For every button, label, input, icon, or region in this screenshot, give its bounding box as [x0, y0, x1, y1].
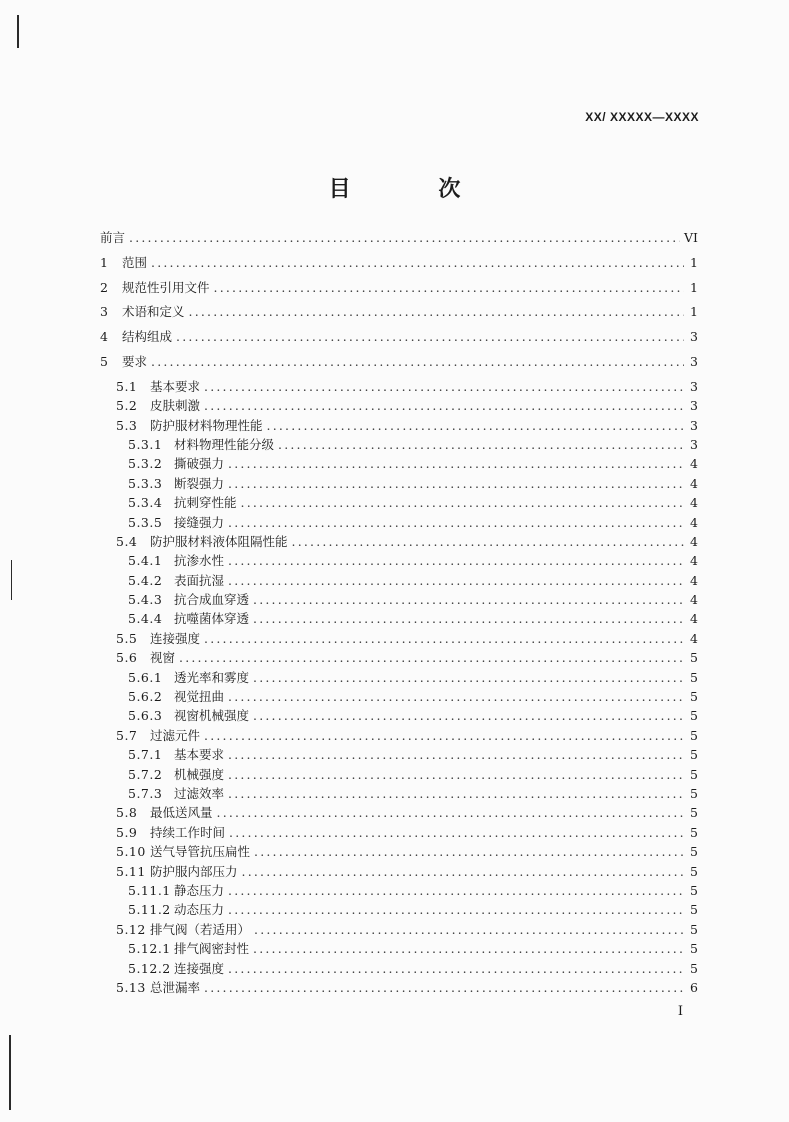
toc-entry-label: 动态压力: [174, 902, 225, 918]
toc-entry-number: 5.4.3: [128, 592, 163, 608]
toc-entry[interactable]: [100, 228, 698, 253]
toc-entry-label: 撕破强力: [174, 456, 225, 472]
toc-leader-dots: [253, 611, 684, 626]
toc-entry-number: 5.6: [116, 650, 138, 666]
toc-entry-number: 5.3.3: [128, 475, 163, 491]
scan-mark-bottom: [9, 1035, 11, 1110]
scan-mark-middle: [11, 560, 12, 600]
toc-leader-dots: [228, 476, 684, 491]
toc-entry-page: 5: [690, 805, 698, 821]
toc-entry-page: 3: [690, 436, 698, 452]
toc-entry[interactable]: [100, 302, 698, 327]
toc-leader-dots: [151, 354, 684, 369]
toc-leader-dots: [253, 592, 684, 607]
toc-entry-label: 抗渗水性: [174, 553, 225, 569]
toc-entry-label: 视觉扭曲: [174, 689, 225, 705]
toc-entry-number: 5.7.3: [128, 785, 163, 801]
toc-entry-number: 5.11: [116, 863, 146, 879]
toc-entry-number: 5.3: [116, 417, 138, 433]
toc-entry-page: 1: [690, 304, 698, 320]
toc-entry-page: 5: [690, 766, 698, 782]
toc-entry-label: 持续工作时间: [150, 824, 226, 840]
toc-entry-label: 视窗: [150, 650, 176, 666]
toc-entry-label: 防护服材料物理性能: [150, 417, 263, 433]
toc-entry-label: 前言: [100, 230, 126, 245]
toc-entry-page: 5: [690, 650, 698, 666]
toc-entry[interactable]: [100, 454, 698, 473]
toc-entry[interactable]: [100, 706, 698, 725]
toc-leader-dots: [228, 747, 684, 762]
toc-leader-dots: [267, 418, 684, 433]
toc-entry-page: 4: [690, 533, 698, 549]
toc-entry[interactable]: [100, 532, 698, 551]
toc-entry-number: 5.7: [116, 727, 138, 743]
toc-leader-dots: [151, 255, 684, 270]
toc-entry-label: 防护服内部压力: [150, 863, 238, 879]
toc-leader-dots: [129, 230, 680, 245]
toc-entry[interactable]: [100, 978, 698, 997]
toc-leader-dots: [228, 553, 684, 568]
toc-entry-number: 5.4: [116, 533, 138, 549]
toc-entry-label: 防护服材料液体阻隔性能: [150, 533, 288, 549]
toc-leader-dots: [228, 689, 684, 704]
toc-entry-page: 5: [690, 669, 698, 685]
toc-entry-label: 基本要求: [150, 378, 201, 394]
toc-entry-number: 5.6.3: [128, 708, 163, 724]
toc-entry[interactable]: [100, 823, 698, 842]
toc-leader-dots: [228, 515, 684, 530]
toc-leader-dots: [204, 398, 684, 413]
toc-entry-label: 材料物理性能分级: [174, 436, 275, 452]
toc-entry-page: 5: [690, 689, 698, 705]
toc-entry-number: 5.9: [116, 824, 138, 840]
toc-entry[interactable]: [100, 571, 698, 590]
toc-entry-page: 5: [690, 863, 698, 879]
toc-entry-page: 5: [690, 902, 698, 918]
toc-entry-number: 1: [100, 254, 109, 270]
toc-entry[interactable]: [100, 352, 698, 377]
toc-entry-label: 规范性引用文件: [122, 279, 210, 295]
toc-entry-label: 视窗机械强度: [174, 708, 250, 724]
toc-entry-number: 5.3.2: [128, 456, 163, 472]
toc-entry[interactable]: [100, 629, 698, 648]
toc-entry-number: 5.11.1: [128, 882, 171, 898]
toc-entry-page: 3: [690, 353, 698, 369]
toc-leader-dots: [176, 329, 684, 344]
toc-leader-dots: [189, 304, 684, 319]
toc-entry[interactable]: [100, 278, 698, 303]
toc-entry-number: 5.5: [116, 630, 138, 646]
toc-entry-page: 4: [690, 514, 698, 530]
toc-leader-dots: [179, 650, 684, 665]
document-code: XX/ XXXXX—XXXX: [585, 110, 699, 124]
toc-entry[interactable]: [100, 842, 698, 861]
toc-entry-label: 最低送风量: [150, 805, 213, 821]
toc-entry-number: 5.4.1: [128, 553, 163, 569]
toc-entry[interactable]: [100, 327, 698, 352]
toc-entry-page: 4: [690, 592, 698, 608]
toc-leader-dots: [228, 456, 684, 471]
toc-entry-label: 抗合成血穿透: [174, 592, 250, 608]
scan-mark-top: [17, 15, 19, 48]
toc-leader-dots: [253, 708, 684, 723]
toc-entry[interactable]: [100, 590, 698, 609]
toc-entry-page: 3: [690, 378, 698, 394]
toc-leader-dots: [242, 864, 684, 879]
toc-leader-dots: [228, 961, 684, 976]
toc-entry-number: 5.12.1: [128, 941, 171, 957]
toc-entry-label: 总泄漏率: [150, 979, 201, 995]
toc-entry[interactable]: [100, 920, 698, 939]
toc-entry-page: 5: [690, 960, 698, 976]
toc-entry-number: 5.12.2: [128, 960, 171, 976]
toc-entry[interactable]: [100, 745, 698, 764]
toc-entry-number: 5.4.2: [128, 572, 163, 588]
toc-leader-dots: [217, 805, 684, 820]
toc-leader-dots: [228, 786, 684, 801]
toc-entry[interactable]: [100, 377, 698, 396]
toc-entry[interactable]: [100, 513, 698, 532]
toc-entry[interactable]: [100, 668, 698, 687]
toc-leader-dots: [278, 437, 684, 452]
toc-entry-label: 连接强度: [174, 960, 225, 976]
toc-entry-label: 过滤效率: [174, 785, 225, 801]
toc-entry[interactable]: [100, 803, 698, 822]
toc-entry-page: 3: [690, 417, 698, 433]
toc-leader-dots: [253, 670, 684, 685]
toc-entry-number: 5.2: [116, 398, 138, 414]
toc-entry-label: 机械强度: [174, 766, 225, 782]
toc-entry-label: 静态压力: [174, 882, 225, 898]
toc-entry-label: 术语和定义: [122, 304, 185, 320]
toc-entry[interactable]: [100, 687, 698, 706]
toc-leader-dots: [228, 767, 684, 782]
toc-entry-page: 6: [690, 979, 698, 995]
toc-entry-number: 2: [100, 279, 109, 295]
toc-leader-dots: [292, 534, 684, 549]
toc-entry-label: 排气阀（若适用）: [150, 921, 251, 937]
toc-entry[interactable]: [100, 435, 698, 454]
toc-entry-page: 5: [690, 708, 698, 724]
toc-entry-page: VI: [684, 230, 698, 245]
toc-entry-number: 5: [100, 353, 109, 369]
toc-leader-dots: [228, 573, 684, 588]
toc-leader-dots: [204, 980, 684, 995]
toc-entry[interactable]: [100, 648, 698, 667]
toc-leader-dots: [204, 379, 684, 394]
toc-leader-dots: [254, 922, 684, 937]
page-number: I: [677, 1004, 683, 1019]
toc-leader-dots: [204, 631, 684, 646]
toc-entry-number: 5.8: [116, 805, 138, 821]
toc-entry-page: 4: [690, 611, 698, 627]
toc-entry-number: 5.7.2: [128, 766, 163, 782]
toc-entry-number: 5.6.1: [128, 669, 163, 685]
toc-entry-label: 要求: [122, 353, 148, 369]
toc-entry[interactable]: [100, 862, 698, 881]
toc-entry-label: 抗刺穿性能: [174, 495, 237, 511]
toc-entry-number: 3: [100, 304, 109, 320]
toc-entry-page: 4: [690, 630, 698, 646]
toc-entry-page: 5: [690, 882, 698, 898]
toc-entry-number: 5.12: [116, 921, 146, 937]
toc-entry[interactable]: [100, 939, 698, 958]
toc-entry[interactable]: [100, 959, 698, 978]
toc-entry[interactable]: [100, 474, 698, 493]
toc-entry-page: 4: [690, 456, 698, 472]
toc-entry-number: 5.13: [116, 979, 146, 995]
toc-entry-number: 5.4.4: [128, 611, 163, 627]
toc-leader-dots: [229, 825, 684, 840]
toc-entry-label: 皮肤刺激: [150, 398, 201, 414]
toc-leader-dots: [228, 883, 684, 898]
toc-entry-page: 5: [690, 785, 698, 801]
toc-entry-label: 断裂强力: [174, 475, 225, 491]
toc-entry-number: 5.11.2: [128, 902, 171, 918]
toc-entry-number: 5.1: [116, 378, 138, 394]
toc-entry[interactable]: [100, 551, 698, 570]
toc-leader-dots: [241, 495, 684, 510]
toc-entry-number: 5.3.5: [128, 514, 163, 530]
toc-entry-page: 1: [690, 279, 698, 295]
toc-entry[interactable]: [100, 396, 698, 415]
toc-entry[interactable]: [100, 881, 698, 900]
toc-entry[interactable]: [100, 784, 698, 803]
toc-entry-number: 5.3.1: [128, 436, 163, 452]
toc-entry[interactable]: [100, 609, 698, 628]
toc-entry-label: 透光率和雾度: [174, 669, 250, 685]
toc-entry-page: 5: [690, 747, 698, 763]
toc-leader-dots: [253, 941, 684, 956]
page-title: 目 次: [328, 176, 501, 202]
toc-entry-page: 5: [690, 727, 698, 743]
toc-entry-page: 3: [690, 398, 698, 414]
toc-leader-dots: [214, 280, 684, 295]
toc-entry-page: 3: [690, 329, 698, 345]
toc-leader-dots: [228, 902, 684, 917]
toc-entry-number: 4: [100, 329, 109, 345]
toc-entry-label: 抗噬菌体穿透: [174, 611, 250, 627]
toc-entry-label: 基本要求: [174, 747, 225, 763]
toc-entry[interactable]: [100, 726, 698, 745]
toc-entry-label: 范围: [122, 254, 148, 270]
toc-entry[interactable]: [100, 765, 698, 784]
toc-entry-number: 5.6.2: [128, 689, 163, 705]
table-of-contents: [100, 228, 698, 997]
toc-entry-page: 5: [690, 941, 698, 957]
toc-entry-label: 排气阀密封性: [174, 941, 250, 957]
toc-entry-label: 接缝强力: [174, 514, 225, 530]
toc-entry-number: 5.10: [116, 844, 146, 860]
toc-entry[interactable]: [100, 253, 698, 278]
toc-entry-page: 5: [690, 824, 698, 840]
toc-entry-page: 4: [690, 475, 698, 491]
toc-entry-number: 5.3.4: [128, 495, 163, 511]
toc-leader-dots: [254, 844, 684, 859]
toc-entry-label: 结构组成: [122, 329, 173, 345]
toc-entry-number: 5.7.1: [128, 747, 163, 763]
toc-entry-label: 表面抗湿: [174, 572, 225, 588]
toc-entry[interactable]: [100, 900, 698, 919]
toc-entry-page: 4: [690, 495, 698, 511]
toc-entry[interactable]: [100, 416, 698, 435]
toc-entry-page: 4: [690, 553, 698, 569]
toc-entry-label: 连接强度: [150, 630, 201, 646]
toc-entry-page: 5: [690, 844, 698, 860]
toc-leader-dots: [204, 728, 684, 743]
toc-entry-label: 送气导管抗压扁性: [150, 844, 251, 860]
toc-entry[interactable]: [100, 493, 698, 512]
toc-entry-page: 1: [690, 254, 698, 270]
toc-entry-page: 4: [690, 572, 698, 588]
toc-entry-label: 过滤元件: [150, 727, 201, 743]
toc-entry-page: 5: [690, 921, 698, 937]
